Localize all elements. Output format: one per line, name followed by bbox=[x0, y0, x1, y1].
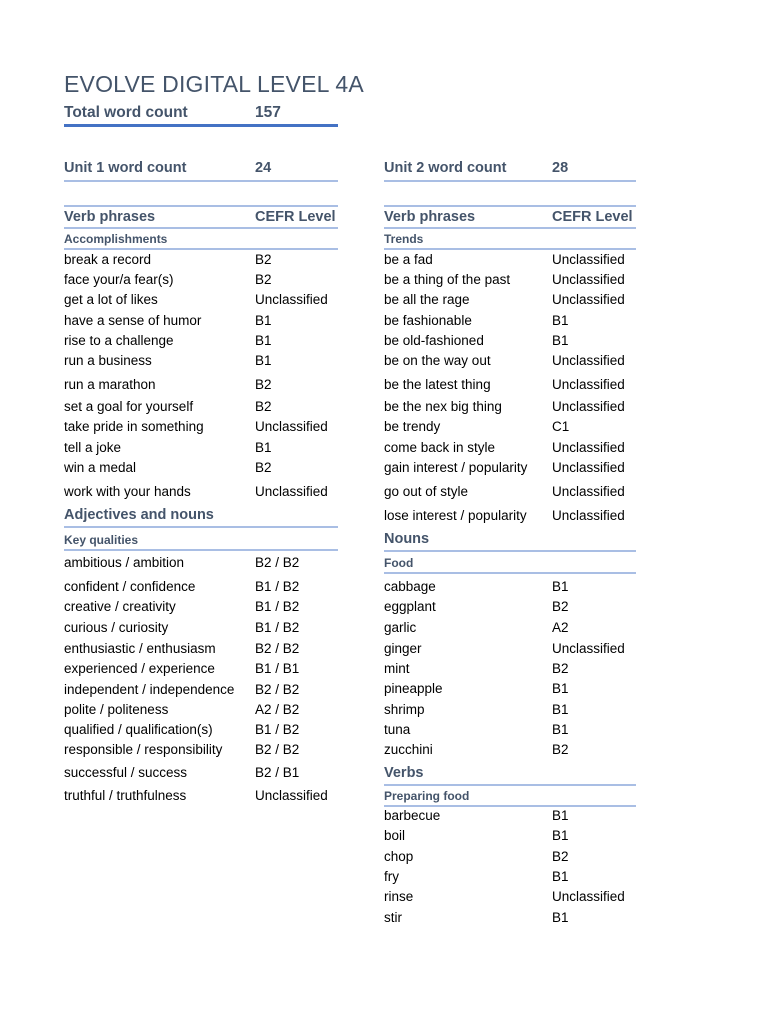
subsection-label: Food bbox=[384, 556, 414, 570]
vocab-word: confident / confidence bbox=[64, 579, 196, 594]
vocab-word: come back in style bbox=[384, 440, 496, 455]
vocab-word: eggplant bbox=[384, 599, 436, 614]
cefr-level: Unclassified bbox=[552, 460, 625, 475]
vocab-word: experienced / experience bbox=[64, 661, 215, 676]
vocab-word: creative / creativity bbox=[64, 599, 176, 614]
vocab-word: run a marathon bbox=[64, 377, 156, 392]
vocab-word: truthful / truthfulness bbox=[64, 788, 187, 803]
unit-2-section-verbs bbox=[384, 765, 636, 786]
vocab-word: lose interest / popularity bbox=[384, 508, 527, 523]
vocab-word: fry bbox=[384, 869, 399, 884]
cefr-level: Unclassified bbox=[255, 788, 328, 803]
cefr-level: B1 bbox=[552, 702, 569, 717]
cefr-level: B2 / B1 bbox=[255, 765, 300, 780]
vocab-word: mint bbox=[384, 661, 410, 676]
cefr-level: Unclassified bbox=[552, 292, 625, 307]
vocab-word: pineapple bbox=[384, 681, 443, 696]
vocab-word: be a fad bbox=[384, 252, 433, 267]
cefr-level: B2 bbox=[255, 399, 272, 414]
cefr-level: Unclassified bbox=[552, 889, 625, 904]
cefr-level: Unclassified bbox=[552, 399, 625, 414]
vocab-word: ambitious / ambition bbox=[64, 555, 185, 570]
cefr-level: B1 bbox=[552, 313, 569, 328]
unit-1-header-verb-phrases: Verb phrases bbox=[64, 209, 156, 225]
vocab-word: have a sense of humor bbox=[64, 313, 202, 328]
vocab-word: rise to a challenge bbox=[64, 333, 174, 348]
cefr-level: B1 / B2 bbox=[255, 579, 300, 594]
unit-2-column-header bbox=[384, 205, 636, 229]
vocab-word: responsible / responsibility bbox=[64, 742, 223, 757]
cefr-level: B1 bbox=[552, 333, 569, 348]
vocab-word: be old-fashioned bbox=[384, 333, 484, 348]
cefr-level: B2 bbox=[552, 661, 569, 676]
unit-2-word-count-label: Unit 2 word count bbox=[384, 160, 507, 176]
cefr-level: B1 bbox=[552, 579, 569, 594]
vocab-word: curious / curiosity bbox=[64, 620, 169, 635]
cefr-level: B2 / B2 bbox=[255, 742, 300, 757]
section-label: Verbs bbox=[384, 765, 424, 781]
total-word-count-value: 157 bbox=[255, 104, 281, 121]
unit-2-section-nouns bbox=[384, 531, 636, 552]
cefr-level: Unclassified bbox=[552, 508, 625, 523]
unit-1-word-count-row bbox=[64, 160, 338, 182]
vocab-word: barbecue bbox=[384, 808, 441, 823]
total-word-count-row bbox=[64, 104, 338, 127]
cefr-level: Unclassified bbox=[552, 272, 625, 287]
vocab-word: independent / independence bbox=[64, 682, 235, 697]
cefr-level: B1 bbox=[255, 333, 272, 348]
cefr-level: B2 bbox=[255, 377, 272, 392]
cefr-level: B2 bbox=[255, 252, 272, 267]
cefr-level: B2 bbox=[255, 460, 272, 475]
cefr-level: A2 / B2 bbox=[255, 702, 300, 717]
cefr-level: B1 / B2 bbox=[255, 620, 300, 635]
cefr-level: B1 bbox=[552, 722, 569, 737]
vocab-word: break a record bbox=[64, 252, 152, 267]
unit-2-subsection-preparing-food bbox=[384, 789, 636, 807]
vocab-word: be on the way out bbox=[384, 353, 491, 368]
cefr-level: Unclassified bbox=[552, 440, 625, 455]
cefr-level: B1 bbox=[552, 910, 569, 925]
document-title: EVOLVE DIGITAL LEVEL 4A bbox=[64, 71, 364, 97]
unit-1-header-cefr-level: CEFR Level bbox=[255, 209, 336, 225]
unit-2-subsection-food bbox=[384, 556, 636, 574]
vocab-word: zucchini bbox=[384, 742, 433, 757]
cefr-level: B1 / B1 bbox=[255, 661, 300, 676]
cefr-level: B2 bbox=[552, 742, 569, 757]
cefr-level: B2 / B2 bbox=[255, 641, 300, 656]
vocab-word: set a goal for yourself bbox=[64, 399, 194, 414]
cefr-level: B1 bbox=[552, 808, 569, 823]
unit-1-section-adjectives-and-nouns bbox=[64, 507, 338, 528]
section-label: Nouns bbox=[384, 531, 430, 547]
vocab-word: cabbage bbox=[384, 579, 436, 594]
cefr-level: C1 bbox=[552, 419, 570, 434]
unit-1-word-count-value: 24 bbox=[255, 160, 272, 176]
vocab-word: run a business bbox=[64, 353, 152, 368]
vocab-word: be the nex big thing bbox=[384, 399, 502, 414]
cefr-level: B1 / B2 bbox=[255, 722, 300, 737]
cefr-level: B1 / B2 bbox=[255, 599, 300, 614]
vocab-word: be fashionable bbox=[384, 313, 472, 328]
cefr-level: B2 / B2 bbox=[255, 682, 300, 697]
vocab-word: chop bbox=[384, 849, 414, 864]
cefr-level: B2 bbox=[552, 599, 569, 614]
cefr-level: B2 bbox=[255, 272, 272, 287]
total-word-count-label: Total word count bbox=[64, 104, 188, 121]
vocab-word: rinse bbox=[384, 889, 414, 904]
cefr-level: B1 bbox=[552, 681, 569, 696]
unit-1-subsection-key-qualities bbox=[64, 533, 338, 551]
vocab-word: be trendy bbox=[384, 419, 441, 434]
vocab-word: tuna bbox=[384, 722, 411, 737]
cefr-level: Unclassified bbox=[255, 292, 328, 307]
cefr-level: Unclassified bbox=[255, 419, 328, 434]
cefr-level: B1 bbox=[255, 313, 272, 328]
cefr-level: B2 / B2 bbox=[255, 555, 300, 570]
unit-1-column-header bbox=[64, 205, 338, 229]
cefr-level: B1 bbox=[552, 869, 569, 884]
unit-1-subsection-accomplishments bbox=[64, 232, 338, 250]
cefr-level: A2 bbox=[552, 620, 569, 635]
vocab-word: face your/a fear(s) bbox=[64, 272, 174, 287]
unit-2-header-verb-phrases: Verb phrases bbox=[384, 209, 476, 225]
cefr-level: Unclassified bbox=[552, 484, 625, 499]
vocab-word: garlic bbox=[384, 620, 417, 635]
vocab-word: gain interest / popularity bbox=[384, 460, 528, 475]
cefr-level: Unclassified bbox=[552, 353, 625, 368]
cefr-level: Unclassified bbox=[552, 377, 625, 392]
subsection-label: Accomplishments bbox=[64, 232, 168, 246]
cefr-level: Unclassified bbox=[255, 484, 328, 499]
vocab-word: polite / politeness bbox=[64, 702, 169, 717]
subsection-label: Preparing food bbox=[384, 789, 470, 803]
subsection-label: Trends bbox=[384, 232, 424, 246]
vocab-word: be all the rage bbox=[384, 292, 470, 307]
cefr-level: Unclassified bbox=[552, 641, 625, 656]
vocab-word: ginger bbox=[384, 641, 422, 656]
subsection-label: Key qualities bbox=[64, 533, 139, 547]
cefr-level: Unclassified bbox=[552, 252, 625, 267]
cefr-level: B2 bbox=[552, 849, 569, 864]
vocab-word: go out of style bbox=[384, 484, 469, 499]
vocab-word: shrimp bbox=[384, 702, 425, 717]
vocab-word: boil bbox=[384, 828, 406, 843]
section-label: Adjectives and nouns bbox=[64, 507, 214, 523]
vocab-word: get a lot of likes bbox=[64, 292, 158, 307]
cefr-level: B1 bbox=[552, 828, 569, 843]
cefr-level: B1 bbox=[255, 440, 272, 455]
unit-2-word-count-value: 28 bbox=[552, 160, 569, 176]
vocab-word: win a medal bbox=[64, 460, 137, 475]
vocab-word: qualified / qualification(s) bbox=[64, 722, 213, 737]
vocab-word: be a thing of the past bbox=[384, 272, 511, 287]
vocab-word: enthusiastic / enthusiasm bbox=[64, 641, 216, 656]
vocab-word: take pride in something bbox=[64, 419, 204, 434]
unit-2-word-count-row bbox=[384, 160, 636, 182]
unit-2-header-cefr-level: CEFR Level bbox=[552, 209, 633, 225]
vocab-word: tell a joke bbox=[64, 440, 122, 455]
unit-2-subsection-trends bbox=[384, 232, 636, 250]
vocab-word: work with your hands bbox=[64, 484, 191, 499]
cefr-level: B1 bbox=[255, 353, 272, 368]
vocab-word: successful / success bbox=[64, 765, 188, 780]
vocab-word: be the latest thing bbox=[384, 377, 491, 392]
unit-1-word-count-label: Unit 1 word count bbox=[64, 160, 187, 176]
vocab-word: stir bbox=[384, 910, 402, 925]
